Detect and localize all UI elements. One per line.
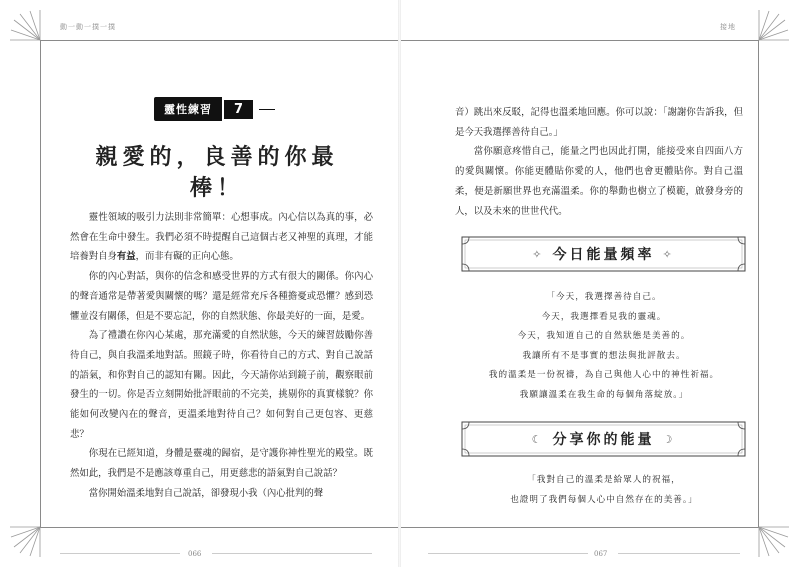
- left-running-head: 動一動一撲一撲: [60, 23, 116, 31]
- affirmation-line: 今天，我知道自己的自然狀態是美善的。: [517, 331, 691, 342]
- book-spine: [398, 0, 401, 567]
- share-energy-banner: [461, 421, 746, 457]
- corner-ornament-top-left: [8, 8, 68, 68]
- affirmation-line: 今天，我選擇看見我的靈魂。: [541, 311, 667, 322]
- paragraph-continuation: 音）跳出來反駁，記得也溫柔地回應。你可以說：「謝謝你告訴我，但是今天我選擇善待自己。」: [455, 107, 743, 138]
- right-folio-rule-b: [618, 553, 740, 554]
- sparkle-icon: ✧: [662, 247, 675, 261]
- right-page-number: 067: [594, 550, 608, 558]
- paragraph: 為了禮讚在你內心某處，那充滿愛的自然狀態，今天的練習鼓勵你善待自己，與自我溫柔地對話。照鏡子時，你看待自己的方式、對自己說話的語氣，和你對自己的認知有關。因此，今天請你站到鏡子前，觀察眼前發生的一切。你是否立刻開始批評眼前的不完美，挑剔你的真實樣貌？你能如何改變內在的聲音，更溫柔地對待自己？如何對自己更包容、更慈悲？: [70, 330, 373, 440]
- emphasis: 有益: [116, 251, 136, 263]
- energy-frequency-banner: [461, 236, 746, 272]
- badge-rule: [259, 109, 275, 110]
- moon-icon: ☾: [531, 432, 545, 446]
- affirmation-block: [462, 288, 746, 406]
- paragraph: 靈性領域的吸引力法則非常簡單：心想事成。內心信以為真的事，必然會在生命中發生。我們必須不時提醒自己這個古老又神聖的真理，才能培養對自身有益，而非有礙的正向心態。: [70, 212, 373, 263]
- share-banner-title: 分享你的能量: [552, 432, 655, 448]
- corner-ornament-top-right: [731, 8, 791, 68]
- sparkle-icon: ✧: [532, 247, 545, 261]
- exercise-badge: [154, 98, 275, 120]
- paragraph: 你現在已經知道，身體是靈魂的歸宿，是守護你神性聖光的殿堂。既然如此，我們是不是應該尊重自己，用更慈悲的語氣對自己說話？: [70, 448, 373, 480]
- left-folio-rule-b: [212, 553, 372, 554]
- left-page-number: 066: [188, 550, 202, 558]
- right-running-head: 接地: [720, 23, 736, 31]
- paragraph: 你的內心對話，與你的信念和感受世界的方式有很大的關係。你內心的聲音通常是帶著愛與關懷的嗎？還是經常充斥各種擔憂或恐懼？感到恐懼並沒有關係，但是不要忘記，你的自然狀態、你最美好的一面，是愛。: [70, 271, 373, 322]
- border-left: [40, 40, 41, 528]
- affirmation-line: 我願讓溫柔在我生命的每個角落綻放。」: [519, 389, 689, 400]
- exercise-badge-label: 靈性練習: [154, 97, 222, 121]
- left-body-text: [70, 208, 373, 504]
- share-line: 也證明了我們每個人心中自然存在的美善。」: [510, 494, 698, 505]
- energy-banner-title: 今日能量頻率: [552, 247, 655, 263]
- border-right: [758, 40, 759, 528]
- page-title: 親愛的，良善的你最棒！: [95, 144, 339, 201]
- paragraph: 當你開始溫柔地對自己說話，卻發現小我（內心批判的聲: [88, 487, 324, 499]
- affirmation-line: 「今天，我選擇善待自己。: [546, 292, 662, 302]
- right-folio-rule-a: [428, 553, 588, 554]
- left-folio-rule-a: [60, 553, 180, 554]
- share-line: 「我對自己的溫柔是給眾人的祝福，: [527, 475, 681, 485]
- affirmation-line: 我的溫柔是一份祝禱，為自己與他人心中的神性祈福。: [488, 370, 720, 381]
- corner-ornament-bottom-left: [8, 499, 68, 559]
- affirmation-line: 我讓所有不是事實的想法與批評散去。: [522, 350, 686, 361]
- exercise-badge-number: 7: [222, 100, 253, 119]
- moon-icon: ☽: [662, 432, 676, 446]
- share-quote: [462, 471, 746, 510]
- paragraph: 當你願意疼惜自己，能量之門也因此打開，能接受來自四面八方的愛與關懷。你能更體貼你愛的人，他們也會更體貼你。對自己溫柔，便是新願世界也充滿溫柔。你的舉動也樹立了模範，啟發身旁的人，以及未來的世世代代。: [455, 146, 743, 217]
- right-body-text: [455, 103, 743, 221]
